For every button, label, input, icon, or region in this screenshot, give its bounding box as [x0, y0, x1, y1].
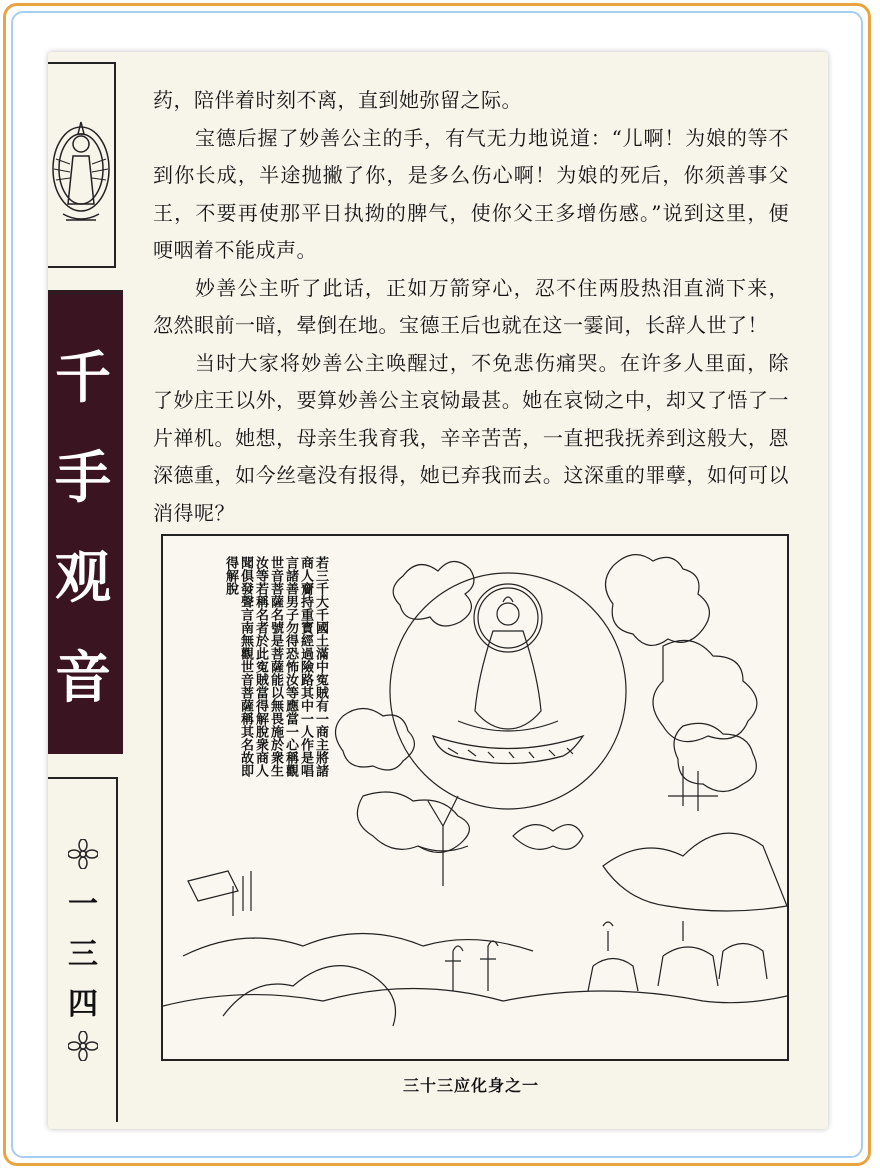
- spine-title-char: 千: [55, 345, 111, 411]
- paragraph: 当时大家将妙善公主唤醒过，不免悲伤痛哭。在许多人里面，除了妙庄王以外，要算妙善公主哀恸最甚。她在哀恸之中，却又了悟了一片禅机。她想，母亲生我育我，辛辛苦苦，一直把我抚养到这般大，恩深德重，如今丝毫没有报得，她已弃我而去。这深重的罪孽，如何可以消得呢？: [153, 350, 789, 525]
- spine-title-char: 观: [55, 545, 111, 611]
- folio-box: [48, 777, 118, 1122]
- thousand-armed-guanyin-emblem-icon: [48, 64, 114, 264]
- inscription-column: 言諸善男子勿得恐怖汝等應當一心稱觀: [283, 556, 298, 777]
- flower-ornament-icon: [68, 1031, 98, 1061]
- spine-title-char: 音: [55, 645, 111, 711]
- folio-number-char: 一: [68, 887, 98, 922]
- woodcut-illustration: [161, 534, 789, 1061]
- paragraph: 药，陪伴着时刻不离，直到她弥留之际。: [153, 88, 522, 112]
- body-text: [153, 82, 789, 570]
- page-spine-margin: [48, 52, 123, 1129]
- folio-number-char: 四: [68, 987, 98, 1022]
- inscription-column: 汝等若稱名者於此寃賊當得解脫衆商人: [253, 556, 268, 777]
- illustration-caption: 三十三应化身之一: [403, 1076, 540, 1095]
- flower-ornament-icon: [68, 839, 98, 869]
- book-page: [48, 52, 828, 1129]
- landscape-scene: [163, 536, 787, 1059]
- spine-title-band: [48, 290, 123, 754]
- inscription-column: 商人齎持重寳經過險路其中一人作是唱: [298, 556, 313, 777]
- inscription-column: 得解脫: [223, 556, 238, 595]
- spine-title-char: 手: [55, 445, 111, 511]
- inscription-column: 若三千大千國土滿中寃賊有一商主將諸: [313, 556, 328, 777]
- paragraph: 宝德后握了妙善公主的手，有气无力地说道：“儿啊！为娘的等不到你长成，半途抛撇了你，是多么伤心啊！为娘的死后，你须善事父王，不要再使那平日执拗的脾气，使你父王多增伤感。”说到这里，便哽咽着不能成声。: [153, 125, 789, 262]
- inscription-column: 聞俱發聲言南無觀世音菩薩稱其名故即: [238, 556, 253, 777]
- inscription-column: 世音菩薩名號是菩薩能以無畏施於衆生: [268, 556, 283, 777]
- paragraph: 妙善公主听了此话，正如万箭穿心，忍不住两股热泪直淌下来，忽然眼前一暗，晕倒在地。宝德王后也就在这一霎间，长辞人世了！: [153, 275, 789, 337]
- emblem-box: [48, 62, 116, 268]
- folio-number-char: 三: [68, 937, 98, 972]
